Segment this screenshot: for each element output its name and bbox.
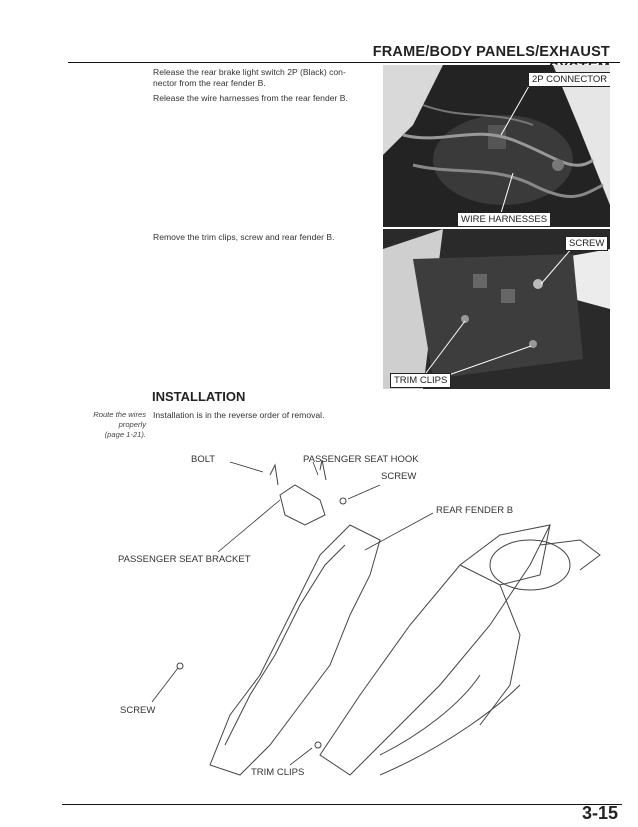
label-bolt: BOLT (191, 454, 216, 465)
step-1-text (153, 67, 383, 104)
label-trim-clips: TRIM CLIPS (251, 767, 305, 778)
diagram-illustration (80, 445, 620, 795)
page-number: 3-15 (581, 803, 618, 823)
header-rule (68, 62, 620, 63)
exploded-diagram (80, 445, 620, 795)
photo-screw-clips (383, 229, 610, 389)
step-1-line-1: Release the rear brake light switch 2P (Black) con- (153, 67, 346, 77)
label-passenger-seat-hook: PASSENGER SEAT HOOK (303, 454, 419, 465)
callout-trim-clips: TRIM CLIPS (390, 373, 451, 388)
photo-2-image (383, 229, 610, 389)
callout-wire-harnesses: WIRE HARNESSES (457, 212, 551, 227)
step-2-text: Remove the trim clips, screw and rear fender B. (153, 232, 335, 242)
note-line-3: (page 1-21). (104, 430, 146, 439)
section-title: FRAME/BODY PANELS/EXHAUST (372, 44, 610, 60)
step-1-line-2: nector from the rear fender B. (153, 78, 266, 88)
installation-heading: INSTALLATION (152, 389, 246, 404)
callout-2p-connector: 2P CONNECTOR (528, 72, 610, 87)
step-1-line-3: Release the wire harnesses from the rear fender B. (153, 93, 348, 103)
route-wires-note (60, 410, 146, 440)
callout-screw: SCREW (565, 236, 608, 251)
label-screw-left: SCREW (120, 705, 156, 716)
label-screw-top: SCREW (381, 471, 417, 482)
label-passenger-seat-bracket: PASSENGER SEAT BRACKET (118, 554, 251, 565)
footer-rule (62, 804, 622, 805)
installation-text: Installation is in the reverse order of removal. (153, 410, 325, 420)
label-rear-fender-b: REAR FENDER B (436, 505, 514, 516)
note-line-2: properly (118, 420, 146, 429)
photo-connector-harness (383, 65, 610, 227)
photo-1-image (383, 65, 610, 227)
note-line-1: Route the wires (93, 410, 146, 419)
